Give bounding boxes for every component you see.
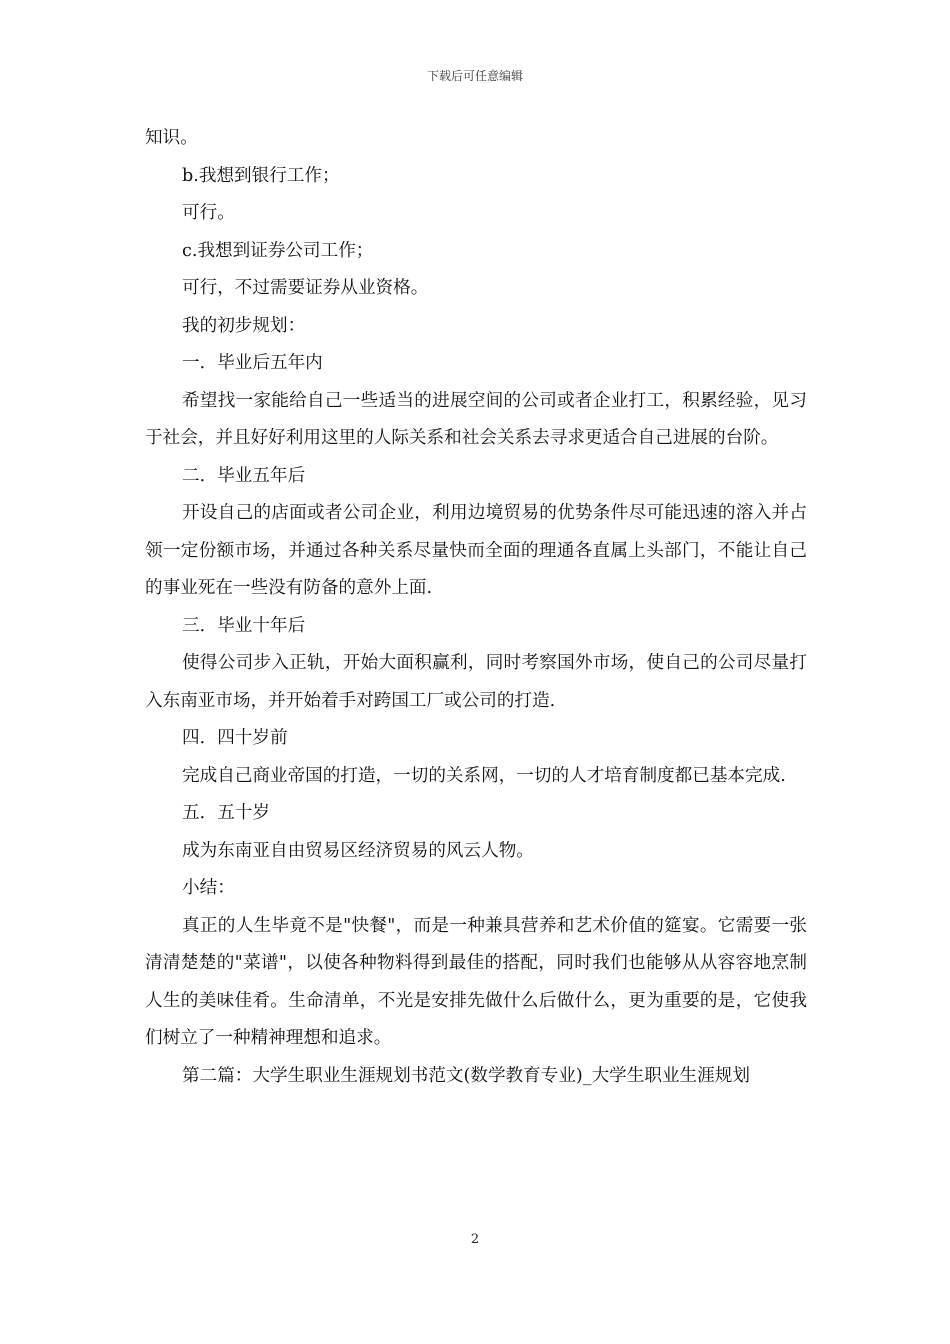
- section-heading: 小结：: [182, 878, 235, 898]
- paragraph: 完成自己商业帝国的打造，一切的关系网，一切的人才培育制度都已基本完成.: [182, 765, 786, 786]
- paragraph: 开设自己的店面或者公司企业，利用边境贸易的优势条件尽可能迅速的溶入并占领一定份额市场，并通过各种关系尽量快而全面的理通各直属上头部门，不能让自己的事业死在一些没有防备的意外上面.: [145, 503, 807, 598]
- paragraph: b.我想到银行工作；: [182, 165, 340, 186]
- paragraph: 希望找一家能给自己一些适当的进展空间的公司或者企业打工，积累经验，见习于社会，并且好好利用这里的人际关系和社会关系去寻求更适合自己进展的台阶。: [145, 390, 807, 448]
- paragraph: 真正的人生毕竟不是"快餐"，而是一种兼具营养和艺术价值的筵宴。它需要一张清清楚楚的"菜谱"，以使各种物料得到最佳的搭配，同时我们也能够从从容容地烹制人生的美味佳肴。生命清单，不光是安排先做什么后做什么，更为重要的是，它使我们树立了一种精神理想和追求。: [145, 915, 807, 1048]
- paragraph: c.我想到证券公司工作；: [182, 240, 374, 261]
- paragraph: 知识。: [145, 128, 198, 148]
- paragraph: 我的初步规划：: [182, 315, 306, 336]
- section-heading: 四．四十岁前: [182, 728, 288, 748]
- chapter-title: 第二篇：大学生职业生涯规划书范文(数学教育专业)_大学生职业生涯规划: [182, 1065, 750, 1086]
- paragraph: 可行。: [182, 203, 235, 223]
- paragraph: 使得公司步入正轨，开始大面积赢利，同时考察国外市场，使自己的公司尽量打入东南亚市场，并开始着手对跨国工厂或公司的打造.: [145, 653, 807, 711]
- section-heading: 三．毕业十年后: [182, 615, 306, 636]
- paragraph: 成为东南亚自由贸易区经济贸易的风云人物。: [182, 840, 534, 861]
- section-heading: 一．毕业后五年内: [182, 353, 323, 373]
- paragraph: 可行，不过需要证券从业资格。: [182, 278, 429, 298]
- page-number: 2: [470, 1232, 480, 1247]
- section-heading: 二．毕业五年后: [182, 465, 306, 486]
- section-heading: 五．五十岁: [182, 803, 270, 823]
- page-header: 下载后可任意编辑: [426, 69, 523, 83]
- document-body: [145, 120, 807, 1095]
